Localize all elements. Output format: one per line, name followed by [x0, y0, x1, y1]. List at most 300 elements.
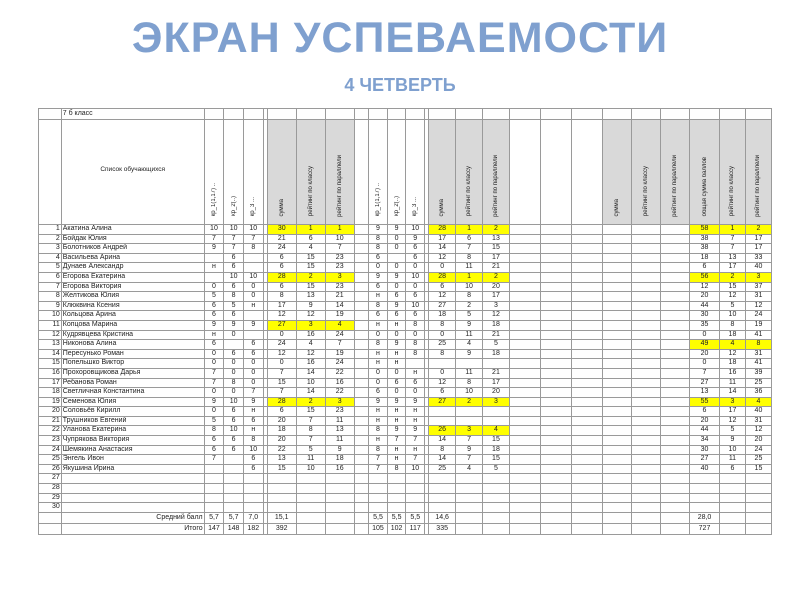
student-row[interactable]	[39, 272, 772, 282]
empty-cell[interactable]	[354, 523, 368, 534]
empty-cell[interactable]	[509, 292, 540, 302]
test-score[interactable]: 9	[387, 397, 406, 407]
test-score[interactable]: 0	[369, 330, 388, 340]
empty-cell[interactable]	[354, 244, 368, 254]
empty-cell[interactable]	[603, 368, 632, 378]
total-sum-value[interactable]: 27	[690, 455, 720, 465]
empty-cell[interactable]	[540, 484, 571, 494]
sum-value[interactable]	[429, 503, 456, 513]
test-score[interactable]: 6	[224, 282, 244, 292]
rank-value[interactable]: 7	[456, 455, 483, 465]
empty-cell[interactable]	[354, 330, 368, 340]
test-score[interactable]: 0	[204, 349, 224, 359]
test-score[interactable]: 9	[387, 426, 406, 436]
test-score[interactable]: 6	[369, 311, 388, 321]
empty-cell[interactable]	[720, 109, 746, 120]
rank-value[interactable]: 13	[325, 426, 354, 436]
empty-cell[interactable]	[572, 349, 603, 359]
test-score[interactable]: 0	[369, 263, 388, 273]
test-score[interactable]	[243, 263, 263, 273]
empty-cell[interactable]	[632, 464, 661, 474]
empty-cell[interactable]	[483, 512, 510, 523]
rank-value[interactable]: 14	[296, 368, 325, 378]
empty-cell[interactable]	[540, 311, 571, 321]
empty-cell[interactable]	[540, 282, 571, 292]
test-score[interactable]: 0	[243, 282, 263, 292]
empty-cell[interactable]	[661, 503, 690, 513]
empty-cell[interactable]	[572, 436, 603, 446]
rank-value[interactable]: 13	[483, 234, 510, 244]
rank-value[interactable]	[296, 493, 325, 503]
sum-value[interactable]: 0	[429, 263, 456, 273]
test-score[interactable]	[387, 493, 406, 503]
column-header[interactable]	[603, 120, 632, 225]
empty-cell[interactable]	[540, 359, 571, 369]
empty-cell[interactable]	[632, 330, 661, 340]
test-score[interactable]: 0	[369, 368, 388, 378]
student-row[interactable]	[39, 407, 772, 417]
empty-cell[interactable]	[661, 455, 690, 465]
column-header[interactable]	[483, 120, 510, 225]
test-score[interactable]: 8	[387, 464, 406, 474]
empty-cell[interactable]	[632, 397, 661, 407]
rank-value[interactable]: 2	[483, 225, 510, 235]
total-sum-value[interactable]	[690, 503, 720, 513]
rank-value[interactable]: 8	[456, 378, 483, 388]
student-name[interactable]: Светличная Константина	[61, 388, 204, 398]
test-score[interactable]: н	[369, 359, 388, 369]
rank-value[interactable]: 18	[483, 445, 510, 455]
empty-cell[interactable]	[632, 368, 661, 378]
footer-value[interactable]: 117	[406, 523, 425, 534]
rank-value[interactable]: 23	[325, 407, 354, 417]
empty-cell[interactable]	[540, 455, 571, 465]
empty-cell[interactable]	[572, 320, 603, 330]
row-number[interactable]: 25	[39, 455, 62, 465]
rank-value[interactable]	[720, 474, 746, 484]
sum-value[interactable]: 27	[267, 320, 296, 330]
empty-cell[interactable]	[572, 120, 603, 225]
empty-cell[interactable]	[354, 512, 368, 523]
empty-cell[interactable]	[632, 340, 661, 350]
empty-cell[interactable]	[296, 109, 325, 120]
rank-value[interactable]: 15	[483, 455, 510, 465]
total-sum-value[interactable]: 12	[690, 282, 720, 292]
rank-value[interactable]: 15	[483, 244, 510, 254]
empty-cell[interactable]	[572, 244, 603, 254]
test-score[interactable]: 6	[387, 378, 406, 388]
rank-value[interactable]	[483, 484, 510, 494]
empty-cell[interactable]	[661, 301, 690, 311]
empty-cell[interactable]	[661, 445, 690, 455]
test-score[interactable]: 0	[369, 378, 388, 388]
empty-cell[interactable]	[509, 120, 540, 225]
total-sum-value[interactable]	[690, 493, 720, 503]
sum-value[interactable]: 7	[267, 368, 296, 378]
test-score[interactable]: 6	[369, 282, 388, 292]
sum-value[interactable]: 20	[267, 436, 296, 446]
empty-cell[interactable]	[509, 234, 540, 244]
student-row[interactable]	[39, 244, 772, 254]
empty-cell[interactable]	[509, 464, 540, 474]
footer-value[interactable]: 5,7	[224, 512, 244, 523]
rank-value[interactable]: 4	[296, 340, 325, 350]
empty-cell[interactable]	[540, 445, 571, 455]
column-header[interactable]	[204, 120, 224, 225]
student-row[interactable]	[39, 503, 772, 513]
test-score[interactable]	[224, 455, 244, 465]
column-header[interactable]	[267, 120, 296, 225]
rank-value[interactable]: 5	[720, 426, 746, 436]
rank-value[interactable]: 12	[483, 311, 510, 321]
empty-cell[interactable]	[572, 368, 603, 378]
empty-cell[interactable]	[603, 407, 632, 417]
rank-value[interactable]: 10	[720, 311, 746, 321]
column-header[interactable]	[224, 120, 244, 225]
student-name[interactable]: Кудрявцева Кристина	[61, 330, 204, 340]
test-score[interactable]: 6	[224, 407, 244, 417]
rank-value[interactable]: 10	[720, 445, 746, 455]
empty-cell[interactable]	[603, 445, 632, 455]
empty-cell[interactable]	[540, 464, 571, 474]
test-score[interactable]: н	[406, 445, 425, 455]
rank-value[interactable]: 13	[720, 253, 746, 263]
sum-value[interactable]: 28	[267, 272, 296, 282]
rank-value[interactable]: 25	[745, 455, 771, 465]
rank-value[interactable]	[483, 416, 510, 426]
empty-cell[interactable]	[354, 292, 368, 302]
empty-cell[interactable]	[296, 523, 325, 534]
student-row[interactable]	[39, 359, 772, 369]
test-score[interactable]: 9	[243, 397, 263, 407]
rank-value[interactable]: 3	[483, 397, 510, 407]
empty-cell[interactable]	[354, 388, 368, 398]
empty-cell[interactable]	[540, 523, 571, 534]
row-number[interactable]: 28	[39, 484, 62, 494]
empty-cell[interactable]	[632, 493, 661, 503]
rank-value[interactable]: 4	[456, 464, 483, 474]
empty-cell[interactable]	[572, 359, 603, 369]
empty-cell[interactable]	[603, 311, 632, 321]
sum-value[interactable]	[429, 484, 456, 494]
empty-cell[interactable]	[509, 282, 540, 292]
rank-value[interactable]: 2	[296, 272, 325, 282]
footer-label[interactable]: Средний балл	[61, 512, 204, 523]
test-score[interactable]: 0	[387, 234, 406, 244]
total-sum-value[interactable]: 6	[690, 407, 720, 417]
rank-value[interactable]: 24	[745, 445, 771, 455]
total-sum-value[interactable]: 40	[690, 464, 720, 474]
empty-cell[interactable]	[632, 263, 661, 273]
column-header[interactable]	[369, 120, 388, 225]
test-score[interactable]: 8	[406, 349, 425, 359]
test-score[interactable]: 9	[243, 320, 263, 330]
footer-sum[interactable]: 335	[429, 523, 456, 534]
sum-value[interactable]: 14	[429, 436, 456, 446]
rank-value[interactable]: 3	[745, 272, 771, 282]
test-score[interactable]	[224, 464, 244, 474]
rank-value[interactable]: 39	[745, 368, 771, 378]
empty-cell[interactable]	[572, 493, 603, 503]
student-name[interactable]: Уланова Екатерина	[61, 426, 204, 436]
rank-value[interactable]: 1	[325, 225, 354, 235]
sum-value[interactable]: 24	[267, 244, 296, 254]
student-name[interactable]: Бойдак Юлия	[61, 234, 204, 244]
rank-value[interactable]: 2	[483, 272, 510, 282]
test-score[interactable]: н	[204, 330, 224, 340]
empty-cell[interactable]	[572, 484, 603, 494]
empty-cell[interactable]	[354, 225, 368, 235]
rank-value[interactable]: 3	[296, 320, 325, 330]
empty-cell[interactable]	[603, 503, 632, 513]
test-score[interactable]: 0	[204, 388, 224, 398]
test-score[interactable]: 0	[224, 388, 244, 398]
test-score[interactable]	[224, 493, 244, 503]
sum-value[interactable]: 8	[267, 292, 296, 302]
test-score[interactable]: 0	[243, 359, 263, 369]
rank-value[interactable]: 19	[325, 311, 354, 321]
row-number[interactable]: 5	[39, 263, 62, 273]
rank-value[interactable]: 6	[720, 464, 746, 474]
test-score[interactable]: 6	[243, 349, 263, 359]
rank-value[interactable]: 16	[720, 368, 746, 378]
student-row[interactable]	[39, 301, 772, 311]
test-score[interactable]: 6	[406, 244, 425, 254]
empty-cell[interactable]	[509, 320, 540, 330]
test-score[interactable]: 7	[204, 455, 224, 465]
test-score[interactable]: н	[387, 359, 406, 369]
rank-value[interactable]: 9	[456, 320, 483, 330]
student-row[interactable]	[39, 263, 772, 273]
empty-cell[interactable]	[572, 388, 603, 398]
sum-value[interactable]	[429, 416, 456, 426]
rank-value[interactable]: 11	[456, 330, 483, 340]
rank-value[interactable]: 15	[745, 464, 771, 474]
empty-cell[interactable]	[354, 120, 368, 225]
sum-value[interactable]: 6	[267, 282, 296, 292]
student-row[interactable]	[39, 445, 772, 455]
rank-value[interactable]: 11	[296, 455, 325, 465]
empty-cell[interactable]	[572, 311, 603, 321]
empty-cell[interactable]	[509, 388, 540, 398]
rank-value[interactable]	[483, 474, 510, 484]
test-score[interactable]: 6	[204, 340, 224, 350]
column-header[interactable]	[406, 120, 425, 225]
empty-cell[interactable]	[603, 234, 632, 244]
test-score[interactable]: н	[406, 416, 425, 426]
empty-cell[interactable]	[603, 282, 632, 292]
footer-value[interactable]: 5,5	[387, 512, 406, 523]
empty-cell[interactable]	[39, 120, 62, 225]
test-score[interactable]	[387, 503, 406, 513]
test-score[interactable]: 5	[204, 416, 224, 426]
empty-cell[interactable]	[572, 474, 603, 484]
rank-value[interactable]: 16	[296, 359, 325, 369]
column-header[interactable]	[456, 120, 483, 225]
footer-label[interactable]: Итого	[61, 523, 204, 534]
test-score[interactable]: н	[387, 320, 406, 330]
empty-cell[interactable]	[540, 416, 571, 426]
rank-value[interactable]: 12	[720, 349, 746, 359]
test-score[interactable]: н	[369, 349, 388, 359]
rank-value[interactable]: 31	[745, 292, 771, 302]
row-number[interactable]: 13	[39, 340, 62, 350]
empty-cell[interactable]	[406, 109, 425, 120]
test-score[interactable]: 0	[204, 407, 224, 417]
empty-cell[interactable]	[661, 349, 690, 359]
test-score[interactable]: 0	[243, 292, 263, 302]
sum-value[interactable]	[429, 493, 456, 503]
empty-cell[interactable]	[661, 320, 690, 330]
empty-cell[interactable]	[632, 474, 661, 484]
row-number[interactable]: 3	[39, 244, 62, 254]
test-score[interactable]: 9	[406, 397, 425, 407]
empty-cell[interactable]	[509, 512, 540, 523]
test-score[interactable]: 0	[243, 368, 263, 378]
row-number[interactable]: 20	[39, 407, 62, 417]
test-score[interactable]: 5	[224, 301, 244, 311]
students-column-header[interactable]	[61, 120, 204, 225]
row-number[interactable]: 29	[39, 493, 62, 503]
test-score[interactable]	[369, 503, 388, 513]
empty-cell[interactable]	[603, 512, 632, 523]
empty-cell[interactable]	[632, 378, 661, 388]
rank-value[interactable]: 1	[720, 225, 746, 235]
rank-value[interactable]: 17	[745, 234, 771, 244]
empty-cell[interactable]	[509, 109, 540, 120]
student-name[interactable]: Желтикова Юлия	[61, 292, 204, 302]
empty-cell[interactable]	[509, 244, 540, 254]
empty-cell[interactable]	[325, 109, 354, 120]
empty-cell[interactable]	[632, 445, 661, 455]
empty-cell[interactable]	[661, 388, 690, 398]
test-score[interactable]: 6	[369, 253, 388, 263]
empty-cell[interactable]	[632, 349, 661, 359]
total-sum-value[interactable]: 38	[690, 234, 720, 244]
rank-value[interactable]: 17	[720, 407, 746, 417]
empty-cell[interactable]	[540, 234, 571, 244]
empty-cell[interactable]	[354, 282, 368, 292]
sum-value[interactable]: 15	[267, 464, 296, 474]
empty-cell[interactable]	[661, 292, 690, 302]
total-sum-value[interactable]: 30	[690, 445, 720, 455]
test-score[interactable]: н	[204, 263, 224, 273]
rank-value[interactable]: 9	[456, 349, 483, 359]
sum-value[interactable]	[267, 493, 296, 503]
rank-value[interactable]: 3	[483, 301, 510, 311]
empty-cell[interactable]	[354, 340, 368, 350]
test-score[interactable]: 8	[406, 320, 425, 330]
empty-cell[interactable]	[354, 109, 368, 120]
rank-value[interactable]: 24	[325, 359, 354, 369]
empty-cell[interactable]	[661, 484, 690, 494]
rank-value[interactable]: 12	[296, 349, 325, 359]
empty-cell[interactable]	[509, 445, 540, 455]
column-header[interactable]	[325, 120, 354, 225]
rank-value[interactable]: 12	[720, 416, 746, 426]
sum-value[interactable]: 8	[429, 349, 456, 359]
test-score[interactable]	[406, 359, 425, 369]
total-sum-value[interactable]: 44	[690, 301, 720, 311]
empty-cell[interactable]	[661, 493, 690, 503]
empty-cell[interactable]	[204, 109, 224, 120]
empty-cell[interactable]	[661, 464, 690, 474]
student-name[interactable]: Энгель Ивон	[61, 455, 204, 465]
sum-value[interactable]: 22	[267, 445, 296, 455]
column-header[interactable]	[429, 120, 456, 225]
row-number[interactable]: 16	[39, 368, 62, 378]
row-number[interactable]: 26	[39, 464, 62, 474]
sum-value[interactable]: 0	[267, 359, 296, 369]
student-row[interactable]	[39, 416, 772, 426]
student-name[interactable]: Попельшко Виктор	[61, 359, 204, 369]
empty-cell[interactable]	[429, 109, 456, 120]
total-sum-value[interactable]: 44	[690, 426, 720, 436]
test-score[interactable]	[243, 493, 263, 503]
test-score[interactable]: 8	[369, 340, 388, 350]
rank-value[interactable]: 4	[325, 320, 354, 330]
total-sum-value[interactable]: 20	[690, 416, 720, 426]
test-score[interactable]	[204, 272, 224, 282]
test-score[interactable]: 0	[224, 359, 244, 369]
empty-cell[interactable]	[632, 484, 661, 494]
empty-cell[interactable]	[572, 272, 603, 282]
total-sum-value[interactable]: 20	[690, 292, 720, 302]
empty-cell[interactable]	[632, 523, 661, 534]
test-score[interactable]	[224, 503, 244, 513]
empty-cell[interactable]	[354, 368, 368, 378]
row-number[interactable]: 7	[39, 282, 62, 292]
empty-cell[interactable]	[661, 523, 690, 534]
rank-value[interactable]: 22	[325, 368, 354, 378]
rank-value[interactable]: 20	[745, 436, 771, 446]
empty-cell[interactable]	[572, 330, 603, 340]
test-score[interactable]: н	[369, 436, 388, 446]
empty-cell[interactable]	[603, 292, 632, 302]
sum-value[interactable]: 28	[429, 272, 456, 282]
test-score[interactable]: 0	[406, 263, 425, 273]
rank-value[interactable]: 12	[745, 301, 771, 311]
empty-cell[interactable]	[243, 109, 263, 120]
test-score[interactable]: 8	[369, 234, 388, 244]
empty-cell[interactable]	[572, 416, 603, 426]
sum-value[interactable]: 18	[429, 311, 456, 321]
empty-cell[interactable]	[661, 253, 690, 263]
empty-cell[interactable]	[509, 330, 540, 340]
empty-cell[interactable]	[632, 109, 661, 120]
empty-cell[interactable]	[354, 253, 368, 263]
empty-cell[interactable]	[509, 474, 540, 484]
empty-cell[interactable]	[509, 397, 540, 407]
empty-cell[interactable]	[354, 484, 368, 494]
empty-cell[interactable]	[720, 512, 746, 523]
sum-value[interactable]: 12	[267, 349, 296, 359]
sum-value[interactable]: 6	[267, 253, 296, 263]
empty-cell[interactable]	[661, 397, 690, 407]
empty-cell[interactable]	[509, 436, 540, 446]
student-name[interactable]: Никонова Алина	[61, 340, 204, 350]
student-name[interactable]: Шемякина Анастасия	[61, 445, 204, 455]
rank-value[interactable]: 1	[296, 225, 325, 235]
rank-value[interactable]: 4	[745, 397, 771, 407]
test-score[interactable]: 9	[204, 397, 224, 407]
test-score[interactable]: н	[406, 368, 425, 378]
test-score[interactable]: 7	[204, 378, 224, 388]
total-sum-value[interactable]: 35	[690, 320, 720, 330]
test-score[interactable]: 6	[204, 301, 224, 311]
empty-cell[interactable]	[509, 349, 540, 359]
rank-value[interactable]: 10	[456, 388, 483, 398]
